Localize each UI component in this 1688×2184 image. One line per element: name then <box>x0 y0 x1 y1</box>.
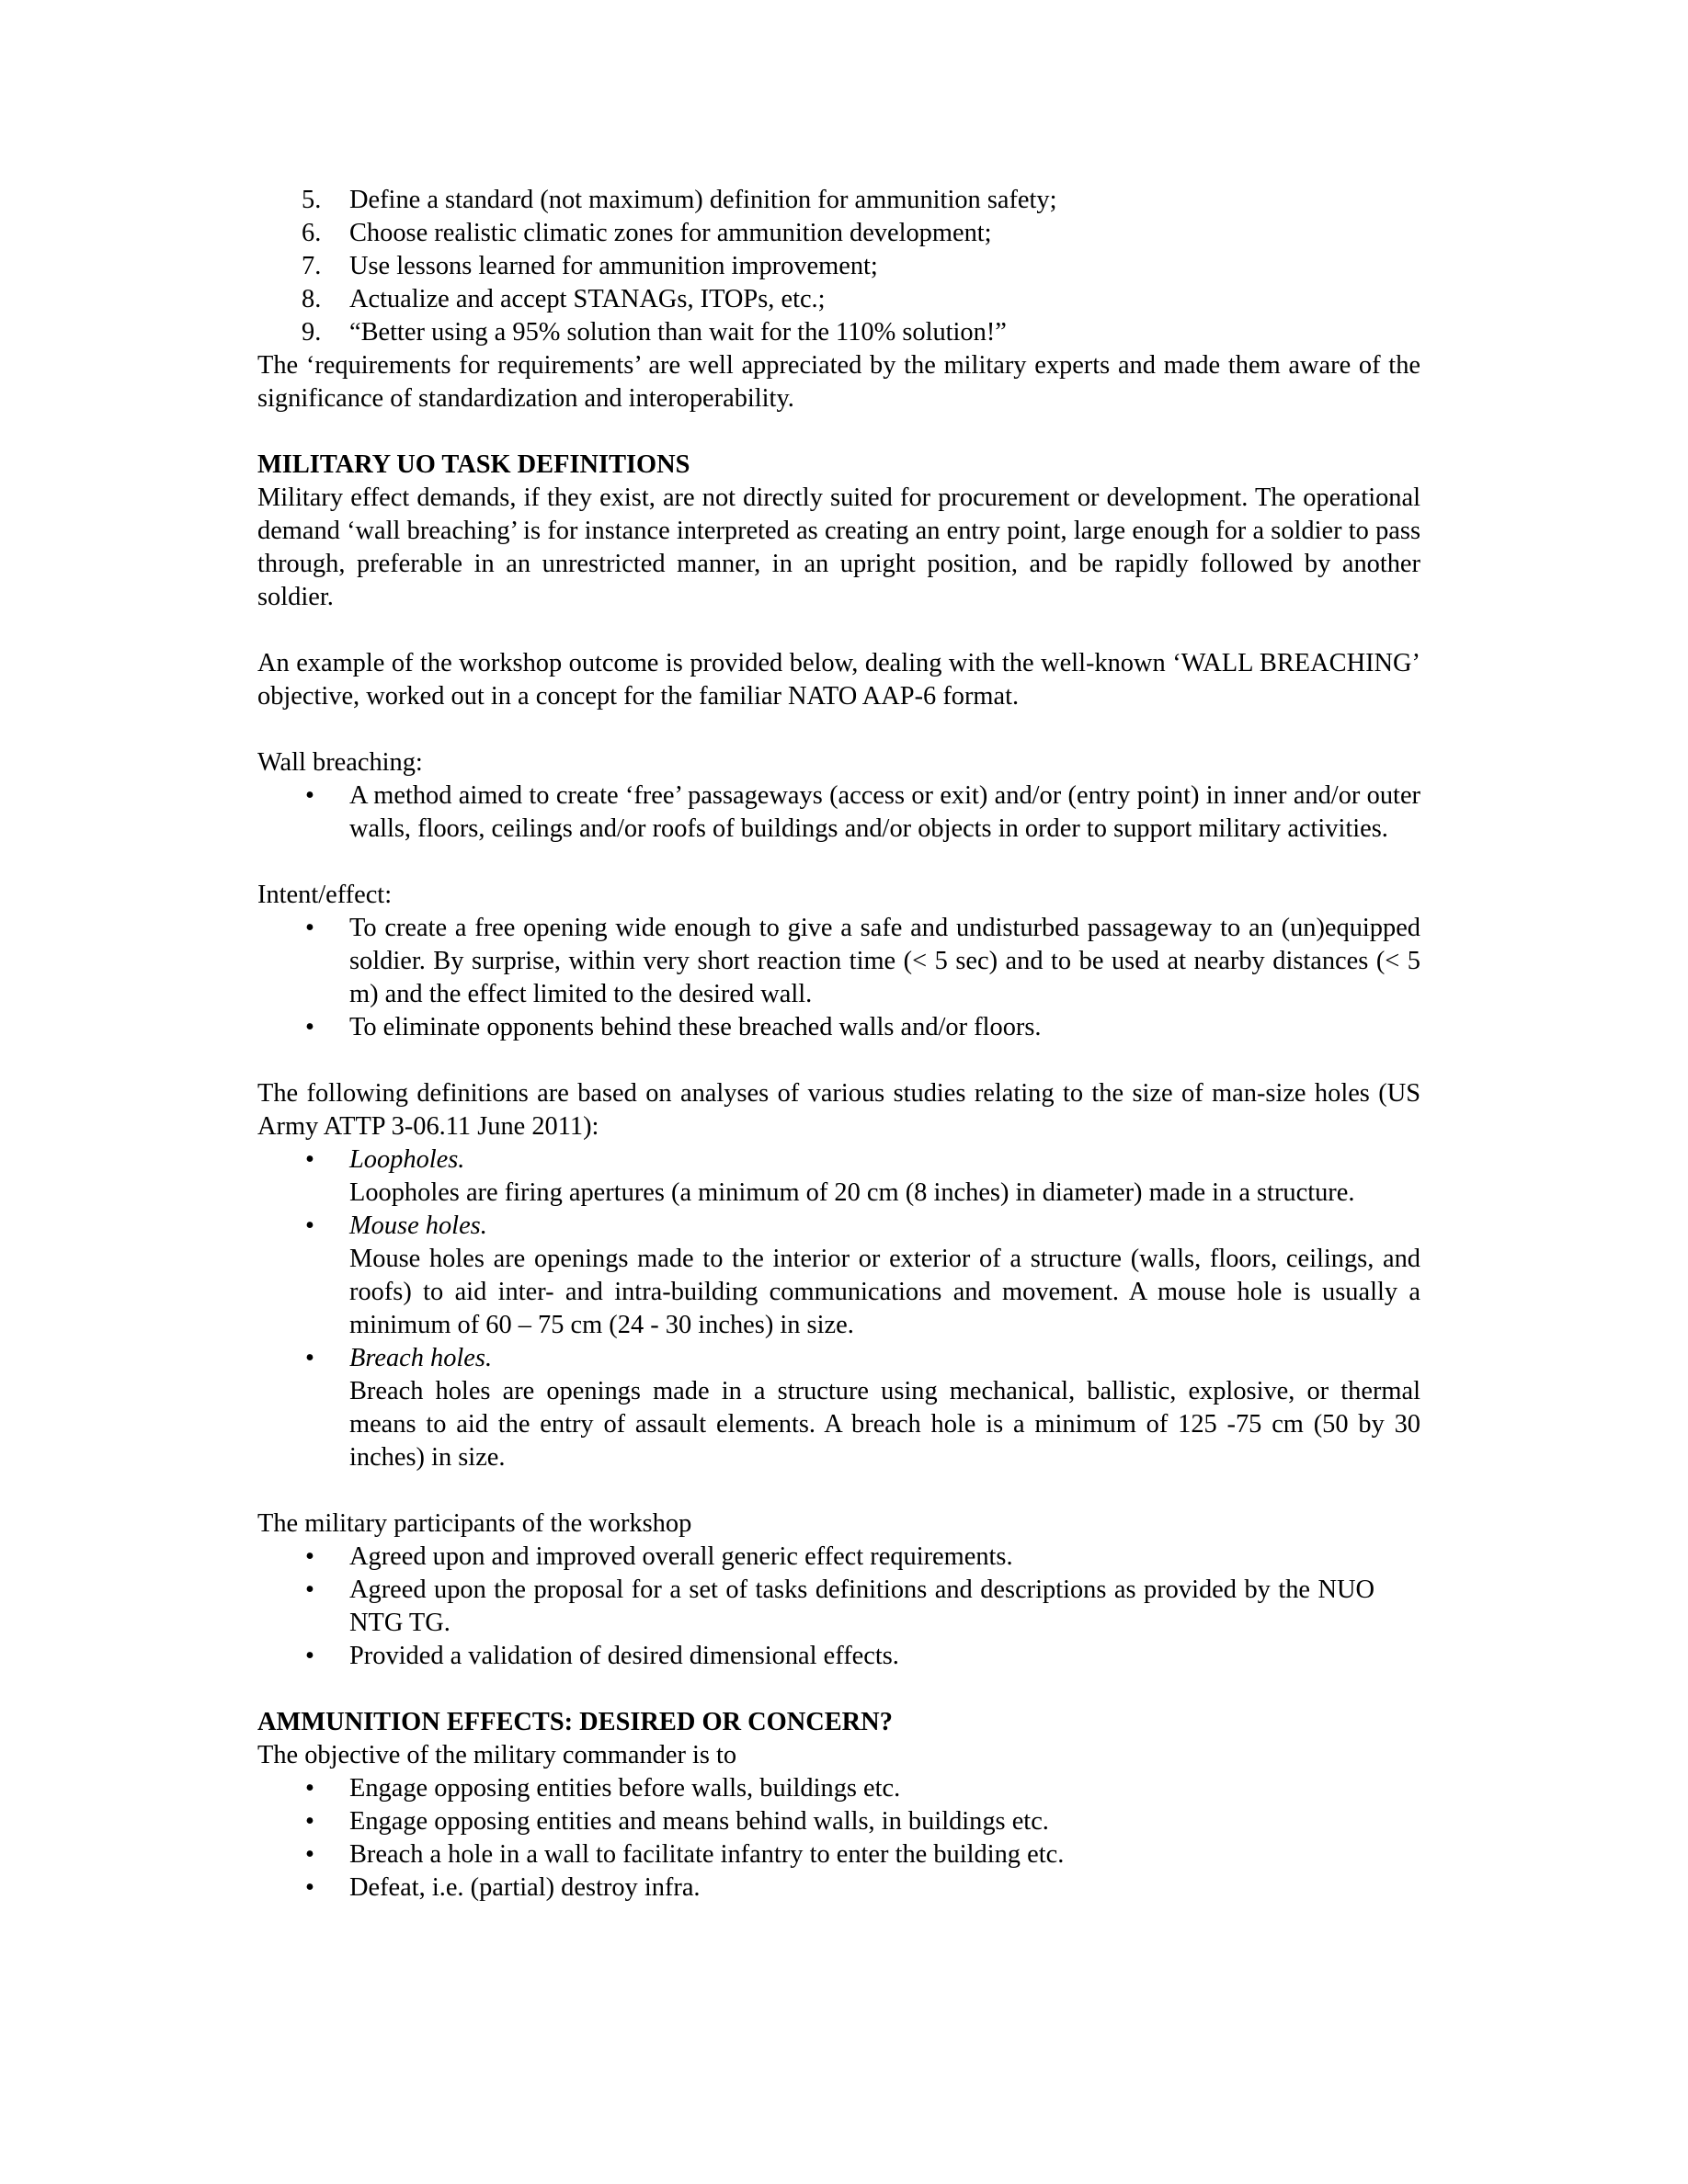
bullet-icon: • <box>305 1840 314 1869</box>
section-heading-ammunition-effects: AMMUNITION EFFECTS: DESIRED OR CONCERN? <box>257 1708 893 1736</box>
item-number: 9. <box>302 318 322 347</box>
section-heading-task-definitions: MILITARY UO TASK DEFINITIONS <box>257 450 690 479</box>
bullet-icon: • <box>305 781 314 810</box>
list-item <box>257 1342 1420 1474</box>
bullet-icon: • <box>305 1211 314 1240</box>
item-text: “Better using a 95% solution than wait for the 110% solution!” <box>349 318 1007 347</box>
item-number: 8. <box>302 285 322 313</box>
numbered-list <box>257 184 1420 349</box>
list-item <box>257 1210 1420 1342</box>
list-item: • Engage opposing entities before walls, buildings etc. <box>257 1772 1420 1805</box>
bullet-icon: • <box>305 1575 314 1604</box>
definitions-list <box>257 1143 1420 1474</box>
bullet-icon: • <box>305 1774 314 1803</box>
definition-text: Mouse holes are openings made to the interior or exterior of a structure (walls, floors, ceilings, and roofs) to aid inter- and intra-building communications and movement. A mouse hole is usually a minimum of 60 – 75 cm (24 - 30 inches) in size. <box>349 1245 1420 1339</box>
bullet-icon: • <box>305 1542 314 1571</box>
list-item: • Provided a validation of desired dimensional effects. <box>257 1640 1420 1673</box>
page-content <box>257 184 1420 1905</box>
objectives-list <box>257 1772 1420 1905</box>
participants-label: The military participants of the workshop <box>257 1509 692 1538</box>
definitions-intro: The following definitions are based on analyses of various studies relating to the size of man-size holes (US Army ATTP 3-06.11 June 2011): <box>257 1079 1420 1141</box>
bullet-icon: • <box>305 1807 314 1836</box>
wall-breaching-label: Wall breaching: <box>257 748 423 777</box>
item-text: Define a standard (not maximum) definition for ammunition safety; <box>349 186 1057 214</box>
item-text: Use lessons learned for ammunition improvement; <box>349 252 878 280</box>
item-number: 5. <box>302 186 322 214</box>
item-number: 6. <box>302 219 322 247</box>
wall-breaching-list <box>257 779 1420 846</box>
list-item: • Agreed upon and improved overall generic effect requirements. <box>257 1541 1420 1574</box>
intent-effect-list <box>257 912 1420 1044</box>
bullet-icon: • <box>305 1145 314 1174</box>
item-text: Choose realistic climatic zones for ammunition development; <box>349 219 992 247</box>
bullet-icon: • <box>305 1873 314 1902</box>
bullet-icon: • <box>305 914 314 942</box>
list-item: • Breach a hole in a wall to facilitate infantry to enter the building etc. <box>257 1838 1420 1871</box>
definition-term: Breach holes. <box>349 1344 493 1372</box>
item-number: 7. <box>302 252 322 280</box>
definition-term: Mouse holes. <box>349 1211 487 1240</box>
list-item: • Defeat, i.e. (partial) destroy infra. <box>257 1871 1420 1905</box>
bullet-icon: • <box>305 1013 314 1041</box>
definition-text: Loopholes are firing apertures (a minimum of 20 cm (8 inches) in diameter) made in a structure. <box>349 1178 1355 1207</box>
list-item <box>257 283 1420 316</box>
list-item: • To create a free opening wide enough to give a safe and undisturbed passageway to an (un)equipped soldier. By surprise, within very short reaction time (< 5 sec) and to be used at nearby distances (< 5 m) and the effect limited to the desired wall. <box>305 914 1420 1008</box>
list-item: • Agreed upon the proposal for a set of tasks definitions and descriptions as provided by the NUO NTG TG. <box>305 1575 1374 1637</box>
paragraph: The objective of the military commander is to <box>257 1741 737 1769</box>
list-item <box>257 316 1420 349</box>
paragraph: Military effect demands, if they exist, are not directly suited for procurement or development. The operational demand ‘wall breaching’ is for instance interpreted as creating an entry point, large enough for a soldier to pass through, preferable in an unrestricted manner, in an upright position, and be rapidly followed by another soldier. <box>257 483 1420 611</box>
bullet-icon: • <box>305 1642 314 1670</box>
requirements-paragraph: The ‘requirements for requirements’ are well appreciated by the military experts and made them aware of the significance of standardization and interoperability. <box>257 351 1420 413</box>
definition-text: Breach holes are openings made in a structure using mechanical, ballistic, explosive, or thermal means to aid the entry of assault elements. A breach hole is a minimum of 125 -75 cm (50 by 30 inches) in size. <box>349 1377 1420 1472</box>
item-text: Actualize and accept STANAGs, ITOPs, etc.; <box>349 285 826 313</box>
definition-term: Loopholes. <box>349 1145 465 1174</box>
list-item <box>257 250 1420 283</box>
list-item: • A method aimed to create ‘free’ passageways (access or exit) and/or (entry point) in inner and/or outer walls, floors, ceilings and/or roofs of buildings and/or objects in order to support military activities. <box>305 781 1420 843</box>
intent-effect-label: Intent/effect: <box>257 881 393 909</box>
list-item: • Engage opposing entities and means behind walls, in buildings etc. <box>257 1805 1420 1838</box>
list-item <box>257 1143 1420 1210</box>
participants-list <box>257 1541 1420 1673</box>
bullet-icon: • <box>305 1344 314 1372</box>
list-item: • To eliminate opponents behind these breached walls and/or floors. <box>257 1011 1420 1044</box>
paragraph: An example of the workshop outcome is provided below, dealing with the well-known ‘WALL BREACHING’ objective, worked out in a concept for the familiar NATO AAP-6 format. <box>257 649 1420 711</box>
list-item <box>257 184 1420 217</box>
list-item <box>257 217 1420 250</box>
